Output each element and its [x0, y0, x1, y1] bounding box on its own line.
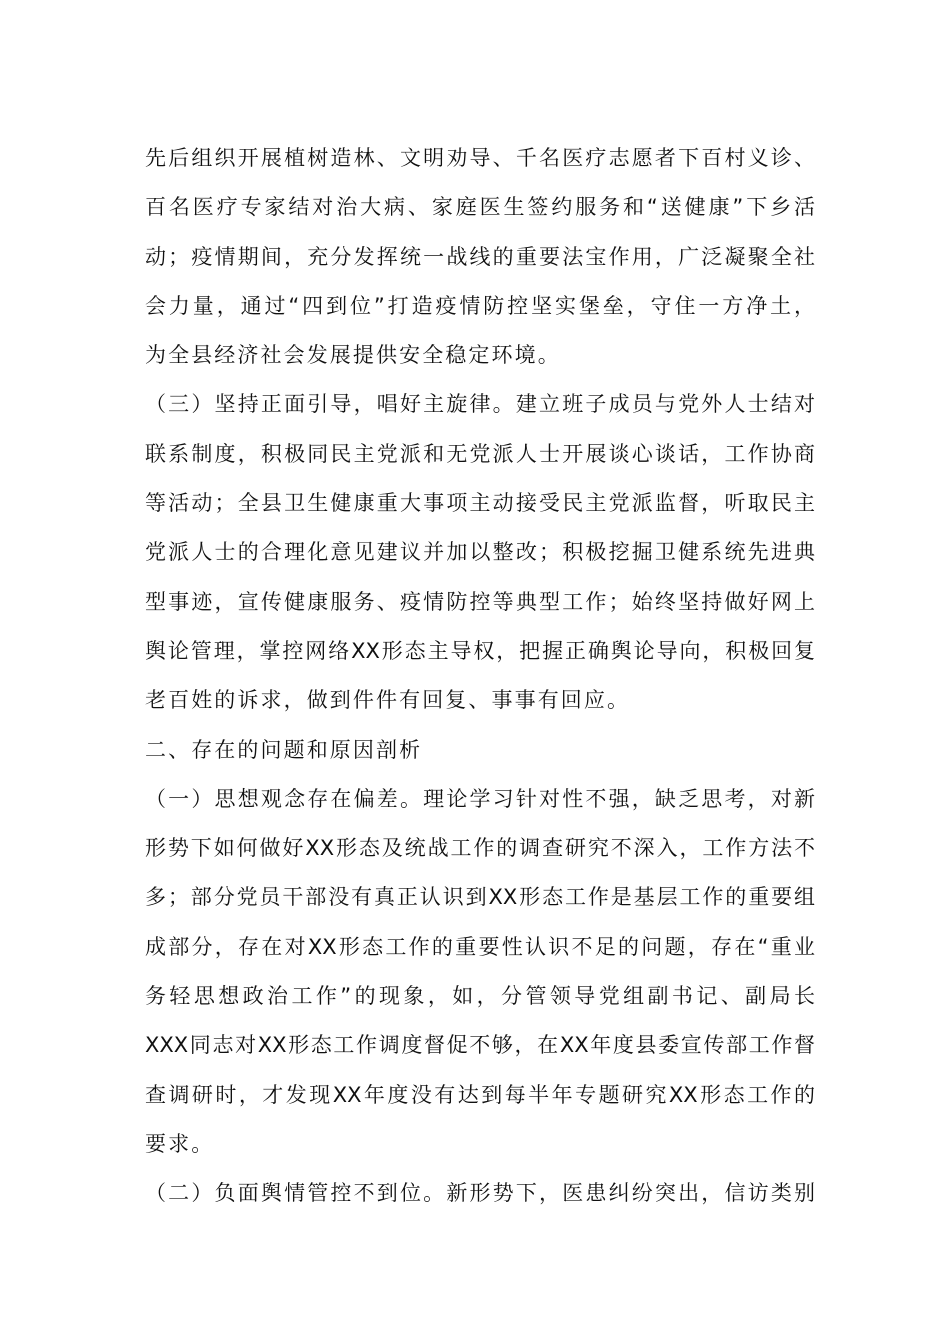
text-line: 舆论管理，掌控网络XX形态主导权，把握正确舆论导向，积极回复	[145, 638, 815, 663]
text-line: 联系制度，积极同民主党派和无党派人士开展谈心谈话，工作协商	[145, 441, 815, 466]
text-line: 党派人士的合理化意见建议并加以整改；积极挖掘卫健系统先进典	[145, 540, 815, 565]
text-line: 成部分，存在对XX形态工作的重要性认识不足的问题，存在“重业	[145, 934, 815, 959]
section-heading-line: （一）思想观念存在偏差。理论学习针对性不强，缺乏思考，对新	[145, 786, 815, 811]
text-line: 动；疫情期间，充分发挥统一战线的重要法宝作用，广泛凝聚全社	[145, 244, 815, 269]
text-line: 形势下如何做好XX形态及统战工作的调查研究不深入，工作方法不	[145, 836, 815, 861]
section-heading-line: （二）负面舆情管控不到位。新形势下，医患纠纷突出，信访类别	[145, 1181, 815, 1206]
text-line: 务轻思想政治工作”的现象，如，分管领导党组副书记、副局长	[145, 984, 815, 1009]
text-line: 百名医疗专家结对治大病、家庭医生签约服务和“送健康”下乡活	[145, 195, 815, 220]
section-heading-line: （三）坚持正面引导，唱好主旋律。建立班子成员与党外人士结对	[145, 392, 815, 417]
chapter-heading: 二、存在的问题和原因剖析	[145, 737, 423, 762]
text-line: 老百姓的诉求，做到件件有回复、事事有回应。	[145, 688, 631, 713]
text-line: 多；部分党员干部没有真正认识到XX形态工作是基层工作的重要组	[145, 885, 815, 910]
text-line: 等活动；全县卫生健康重大事项主动接受民主党派监督，听取民主	[145, 491, 815, 516]
text-line: 要求。	[145, 1131, 215, 1156]
body-text	[145, 134, 815, 1219]
text-line: 为全县经济社会发展提供安全稳定环境。	[145, 343, 561, 368]
text-line: 会力量，通过“四到位”打造疫情防控坚实堡垒，守住一方净土，	[145, 293, 815, 318]
text-line: 查调研时，才发现XX年度没有达到每半年专题研究XX形态工作的	[145, 1082, 815, 1107]
text-line: 型事迹，宣传健康服务、疫情防控等典型工作；始终坚持做好网上	[145, 589, 815, 614]
text-line: 先后组织开展植树造林、文明劝导、千名医疗志愿者下百村义诊、	[145, 146, 815, 170]
text-line: XXX同志对XX形态工作调度督促不够，在XX年度县委宣传部工作督	[145, 1033, 815, 1058]
